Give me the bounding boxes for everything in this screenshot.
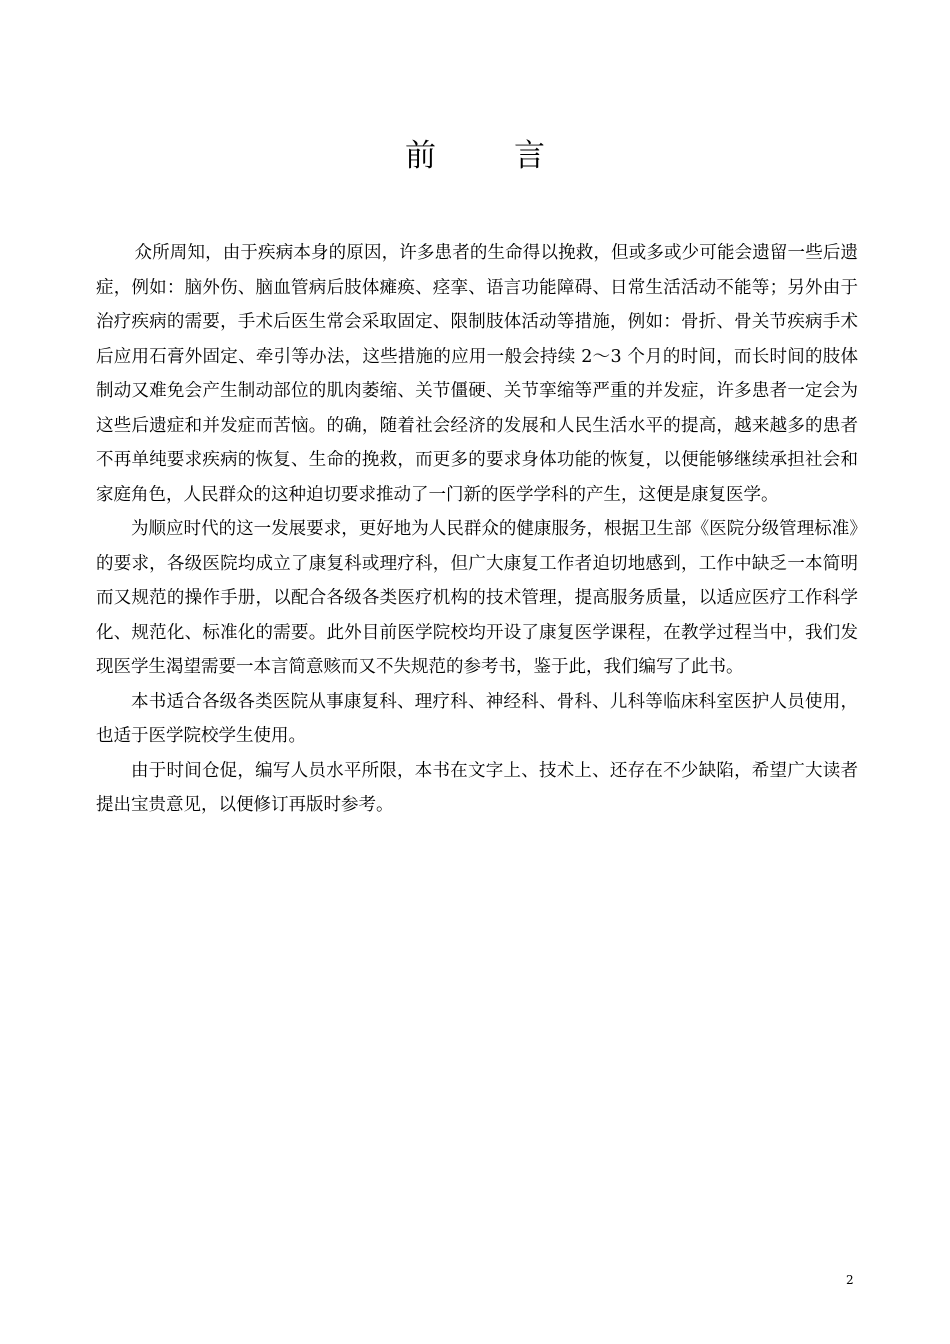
paragraph-2: 为顺应时代的这一发展要求，更好地为人民群众的健康服务，根据卫生部《医院分级管理标准》的要求，各级医院均成立了康复科或理疗科，但广大康复工作者迫切地感到，工作中缺乏一本简明而又规范的操作手册，以配合各级各类医疗机构的技术管理，提高服务质量，以适应医疗工作科学化、规范化、标准化的需要。此外目前医学院校均开设了康复医学课程，在教学过程当中，我们发现医学生渴望需要一本言简意赅而又不失规范的参考书，鉴于此，我们编写了此书。 — [96, 519, 858, 677]
paragraph-3: 本书适合各级各类医院从事康复科、理疗科、神经科、骨科、儿科等临床科室医护人员使用，也适于医学院校学生使用。 — [96, 691, 858, 746]
page-number: 2 — [846, 1273, 854, 1287]
paragraph-4: 由于时间仓促，编写人员水平所限，本书在文字上、技术上、还存在不少缺陷，希望广大读者提出宝贵意见，以便修订再版时参考。 — [96, 760, 858, 815]
preface-body — [96, 236, 858, 823]
page-title: 前言 — [405, 138, 623, 174]
paragraph-1: 众所周知，由于疾病本身的原因，许多患者的生命得以挽救，但或多或少可能会遗留一些后遗症，例如：脑外伤、脑血管病后肢体瘫痪、痉挛、语言功能障碍、日常生活活动不能等；另外由于治疗疾病的需要，手术后医生常会采取固定、限制肢体活动等措施，例如：骨折、骨关节疾病手术后应用石膏外固定、牵引等办法，这些措施的应用一般会持续 2～3 个月的时间，而长时间的肢体制动又难免会产生制动部位的肌肉萎缩、关节僵硬、关节挛缩等严重的并发症，许多患者一定会为这些后遗症和并发症而苦恼。的确，随着社会经济的发展和人民生活水平的提高，越来越多的患者不再单纯要求疾病的恢复、生命的挽救，而更多的要求身体功能的恢复，以便能够继续承担社会和家庭角色，人民群众的这种迫切要求推动了一门新的医学学科的产生，这便是康复医学。 — [96, 243, 858, 505]
